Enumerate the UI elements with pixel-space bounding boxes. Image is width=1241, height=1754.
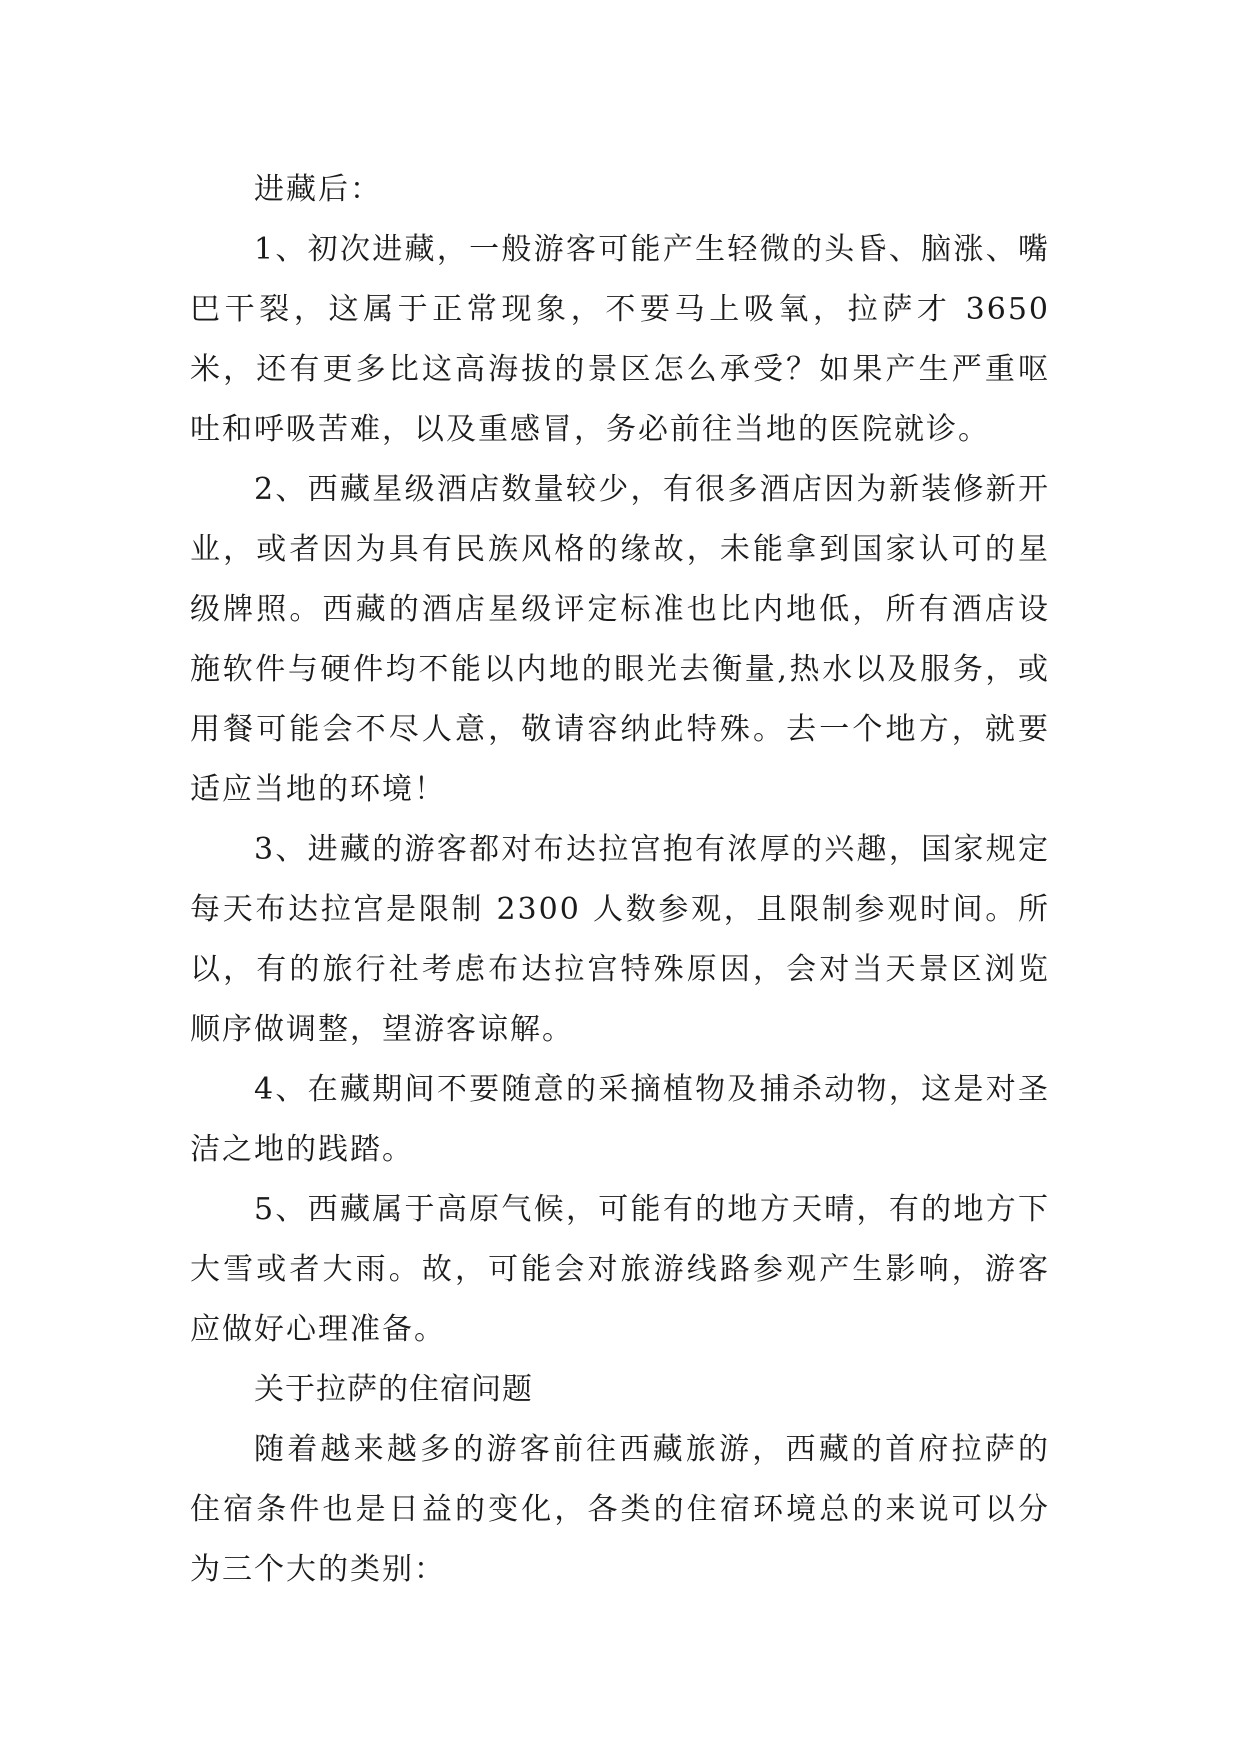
section-heading-after-arrival: 进藏后： <box>254 172 382 207</box>
section-heading-lodging: 关于拉萨的住宿问题 <box>254 1372 533 1407</box>
tip-paragraph-2: 2、西藏星级酒店数量较少，有很多酒店因为新装修新开业，或者因为具有民族风格的缘故，未能拿到国家认可的星级牌照。西藏的酒店星级评定标准也比内地低，所有酒店设施软件与硬件均不能以内地的眼光去衡量,热水以及服务，或用餐可能会不尽人意，敬请容纳此特殊。去一个地方，就要适应当地的环境！ <box>190 472 1050 807</box>
tip-paragraph-5: 5、西藏属于高原气候，可能有的地方天晴，有的地方下大雪或者大雨。故，可能会对旅游线路参观产生影响，游客应做好心理准备。 <box>190 1192 1050 1347</box>
tip-paragraph-1: 1、初次进藏，一般游客可能产生轻微的头昏、脑涨、嘴巴干裂，这属于正常现象，不要马上吸氧，拉萨才 3650 米，还有更多比这高海拔的景区怎么承受？如果产生严重呕吐和呼吸苦难，以及重感冒，务必前往当地的医院就诊。 <box>190 232 1050 447</box>
lodging-intro-paragraph: 随着越来越多的游客前往西藏旅游，西藏的首府拉萨的住宿条件也是日益的变化，各类的住宿环境总的来说可以分为三个大的类别： <box>190 1432 1050 1587</box>
tip-paragraph-4: 4、在藏期间不要随意的采摘植物及捕杀动物，这是对圣洁之地的践踏。 <box>190 1072 1050 1167</box>
tip-paragraph-3: 3、进藏的游客都对布达拉宫抱有浓厚的兴趣，国家规定每天布达拉宫是限制 2300 人数参观，且限制参观时间。所以，有的旅行社考虑布达拉宫特殊原因，会对当天景区浏览顺序做调整，望游客谅解。 <box>190 832 1050 1047</box>
document-body <box>190 160 1050 1600</box>
